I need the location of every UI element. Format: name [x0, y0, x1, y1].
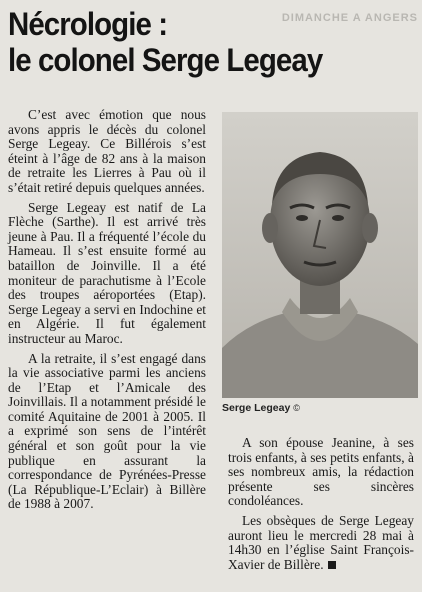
- funeral-text: Les obsèques de Serge Legeay auront lieu le mercredi 28 mai à 14h30 en l’église Saint François-Xavier de Billère.: [228, 512, 414, 572]
- end-of-article-mark: [328, 561, 336, 569]
- paragraph-retirement: A la retraite, il s’est engagé dans la vie associative parmi les anciens de l’Etap et l’Amicale des Joinvillais. Il a notamment présidé le comité Aquitaine de 2001 à 2005. Il a exprimé son sens de l’intérêt général et son goût pour la vie publique en assurant la correspondance de Pyrénées-Presse (La République-L’Eclair) à Billère de 1988 à 2007.: [8, 350, 206, 512]
- neighbor-article-header: DIMANCHE A ANGERS: [281, 12, 418, 24]
- headline: [8, 6, 385, 78]
- paragraph-funeral: [228, 514, 414, 572]
- copyright-mark: ©: [293, 403, 300, 413]
- paragraph-condolences: A son épouse Jeanine, à ses trois enfants, à ses petits enfants, à ses nombreux amis, la rédaction présente ses sincères condoléances.: [228, 435, 414, 509]
- portrait-illustration: [222, 112, 418, 398]
- headline-line-2: le colonel Serge Legeay: [8, 42, 323, 78]
- photo-caption: [222, 402, 418, 414]
- article-column-right: [228, 436, 414, 572]
- paragraph-biography: Serge Legeay est natif de La Flèche (Sarthe). Il est arrivé très jeune à Pau. Il a fréquenté l’école du Hameau. Il s’est ensuite formé au bataillon de Joinville. Il a été moniteur de parachutisme à l’Ecole des troupes aéroportées (Etap). Serge Legeay a servi en Indochine et en Algérie. Il fut également instructeur au Maroc.: [8, 199, 206, 346]
- headline-line-1: Nécrologie :: [8, 6, 168, 42]
- portrait-photo: [222, 112, 418, 398]
- caption-name: Serge Legeay: [222, 402, 291, 414]
- article-column-left: [8, 108, 206, 512]
- paragraph-intro: C’est avec émotion que nous avons appris le décès du colonel Serge Legeay. Ce Billérois s’est éteint à l’âge de 82 ans à la maison de retraite les Lierres à Pau où il s’était retiré depuis quelques années.: [8, 107, 206, 195]
